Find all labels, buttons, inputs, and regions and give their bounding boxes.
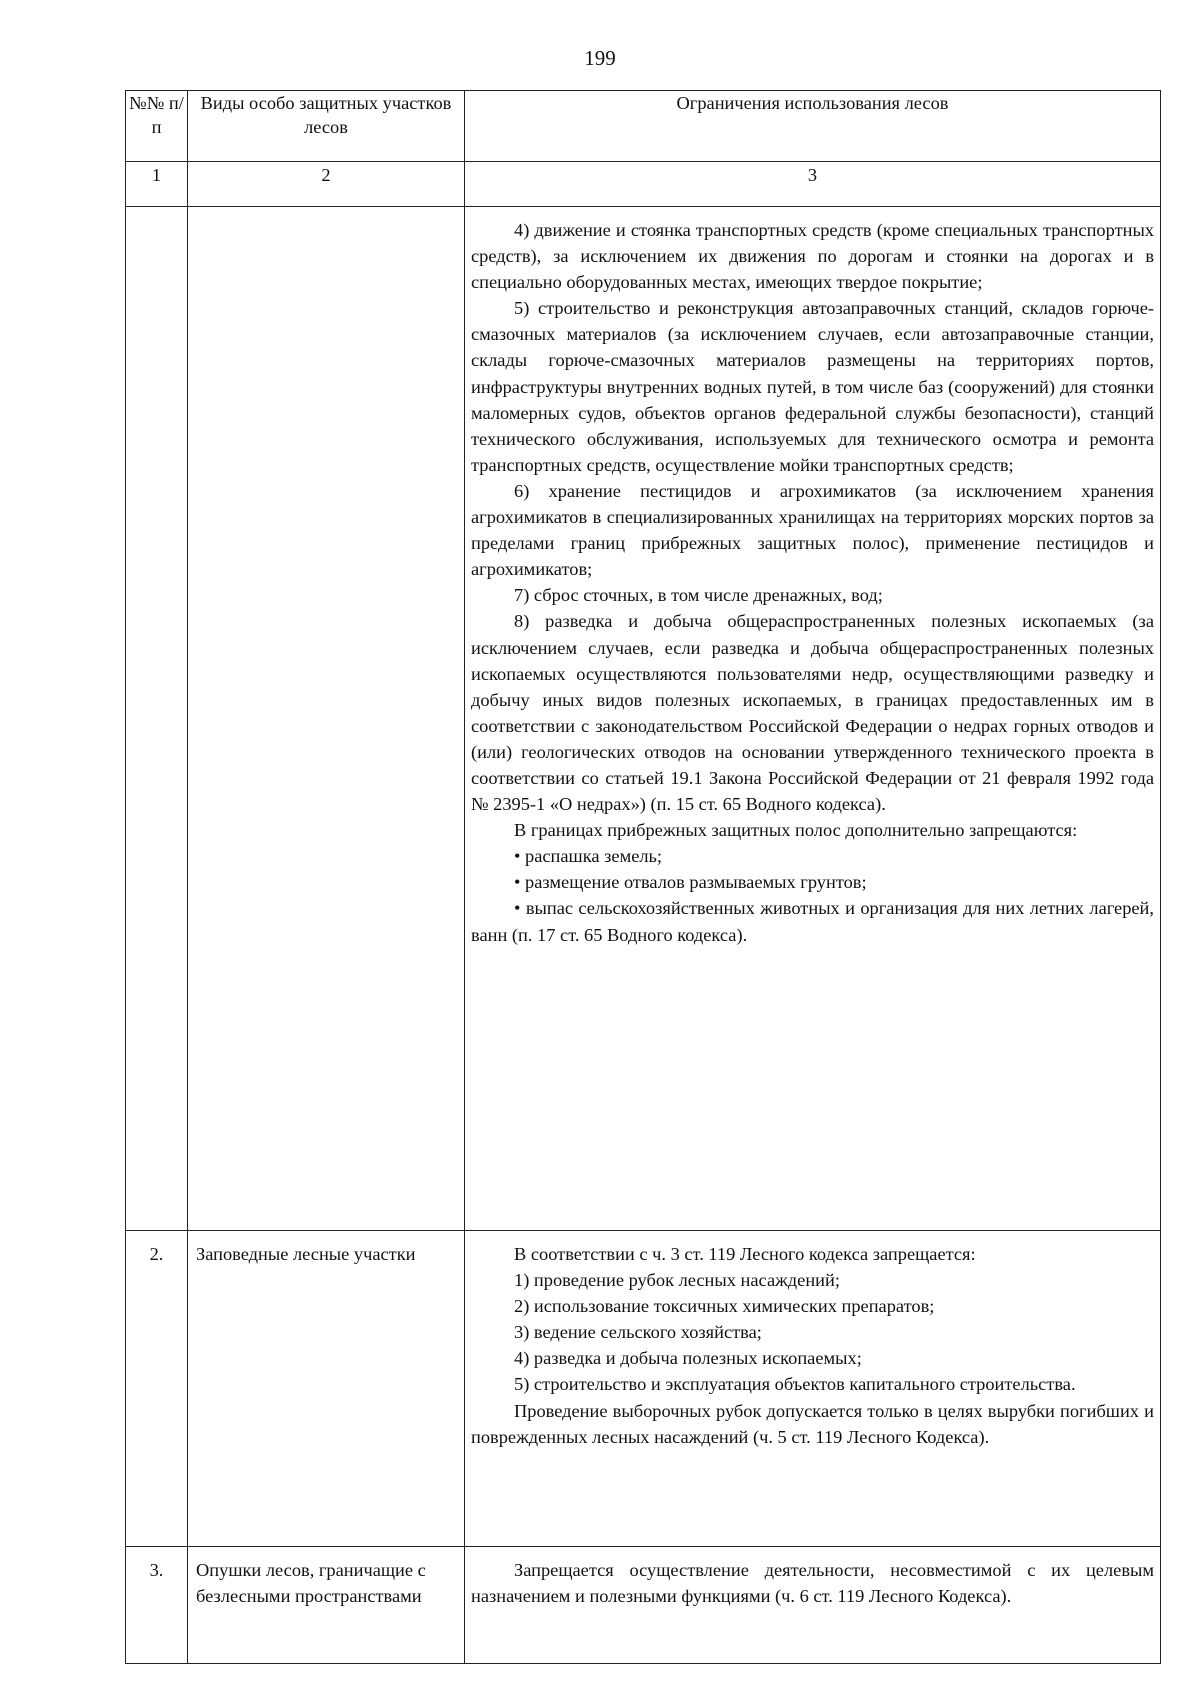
restriction-paragraph: 6) хранение пестицидов и агрохимикатов (за исключением хранения агрохимикатов в специализированных хранилищах на территориях морских портов за пределами границ прибрежных защитных полос), применение пестицидов и агрохимикатов; — [471, 480, 1154, 580]
row-restrictions — [465, 1547, 1161, 1664]
column-number: 1 — [126, 162, 188, 207]
header-number: №№ п/п — [126, 91, 188, 162]
restriction-paragraph: • выпас сельскохозяйственных животных и организация для них летних лагерей, ванн (п. 17 ст. 65 Водного кодекса). — [471, 898, 1154, 945]
restriction-paragraph: • распашка земель; — [514, 846, 663, 867]
table-header-row — [126, 91, 1161, 162]
restriction-paragraph: 8) разведка и добыча общераспространенных полезных ископаемых (за исключением случаев, если разведка и добыча общераспространенных полезных ископаемых осуществляются пользователями недр, осуществляющими разведку и добычу иных видов полезных ископаемых, в границах предоставленных им в соответствии с законодательством Российской Федерации о недрах горных отводов и (или) геологических отводов на основании утвержденного технического проекта в соответствии со статьей 19.1 Закона Российской Федерации от 21 февраля 1992 года № 2395-1 «О недрах») (п. 15 ст. 65 Водного кодекса). — [471, 611, 1154, 815]
restriction-paragraph: Проведение выборочных рубок допускается только в целях вырубки погибших и поврежденных лесных насаждений (ч. 5 ст. 119 Лесного Кодекса). — [471, 1400, 1154, 1447]
row-number: 2. — [126, 1231, 188, 1547]
restrictions-table — [125, 90, 1161, 1664]
row-number — [126, 207, 188, 1231]
restriction-paragraph: В соответствии с ч. 3 ст. 119 Лесного кодекса запрещается: — [514, 1244, 976, 1264]
restriction-paragraph: • размещение отвалов размываемых грунтов; — [514, 872, 867, 893]
row-number: 3. — [126, 1547, 188, 1664]
restriction-paragraph: 3) ведение сельского хозяйства; — [514, 1322, 762, 1343]
restriction-paragraph: 2) использование токсичных химических препаратов; — [514, 1296, 935, 1317]
restriction-paragraph: 5) строительство и эксплуатация объектов капитального строительства. — [514, 1374, 1076, 1395]
restriction-paragraph: 7) сброс сточных, в том числе дренажных, вод; — [514, 585, 883, 606]
restriction-paragraph: 5) строительство и реконструкция автозаправочных станций, складов горюче-смазочных материалов (за исключением случаев, если автозаправочные станции, склады горюче-смазочных материалов размещены на территориях портов, инфраструктуры внутренних водных путей, в том числе баз (сооружений) для стоянки маломерных судов, объектов органов федеральной службы безопасности), станций технического обслуживания, используемых для технического осмотра и ремонта транспортных средств, осуществление мойки транспортных средств; — [471, 298, 1154, 475]
restriction-paragraph: 4) движение и стоянка транспортных средств (кроме специальных транспортных средств), за исключением их движения по дорогам и стоянки на дорогах и в специально оборудованных местах, имеющих твердое покрытие; — [471, 220, 1154, 293]
restriction-paragraph: Запрещается осуществление деятельности, несовместимой с их целевым назначением и полезными функциями (ч. 6 ст. 119 Лесного Кодекса). — [471, 1560, 1154, 1607]
column-numbers-row — [126, 162, 1161, 207]
column-number: 2 — [188, 162, 465, 207]
page-number: 199 — [584, 46, 616, 70]
table-row — [126, 1231, 1161, 1547]
row-type — [188, 207, 465, 1231]
table-row — [126, 1547, 1161, 1664]
header-restrictions: Ограничения использования лесов — [465, 91, 1161, 162]
column-number: 3 — [465, 162, 1161, 207]
restriction-paragraph: В границах прибрежных защитных полос дополнительно запрещаются: — [514, 820, 1078, 841]
table-row — [126, 207, 1161, 1231]
restriction-paragraph: 4) разведка и добыча полезных ископаемых; — [514, 1348, 862, 1369]
row-type: Заповедные лесные участки — [188, 1231, 465, 1547]
header-type: Виды особо защитных участков лесов — [188, 91, 465, 162]
row-restrictions — [465, 1231, 1161, 1547]
row-type: Опушки лесов, граничащие с безлесными пространствами — [188, 1547, 465, 1664]
restriction-paragraph: 1) проведение рубок лесных насаждений; — [514, 1270, 840, 1291]
row-restrictions — [465, 207, 1161, 1231]
